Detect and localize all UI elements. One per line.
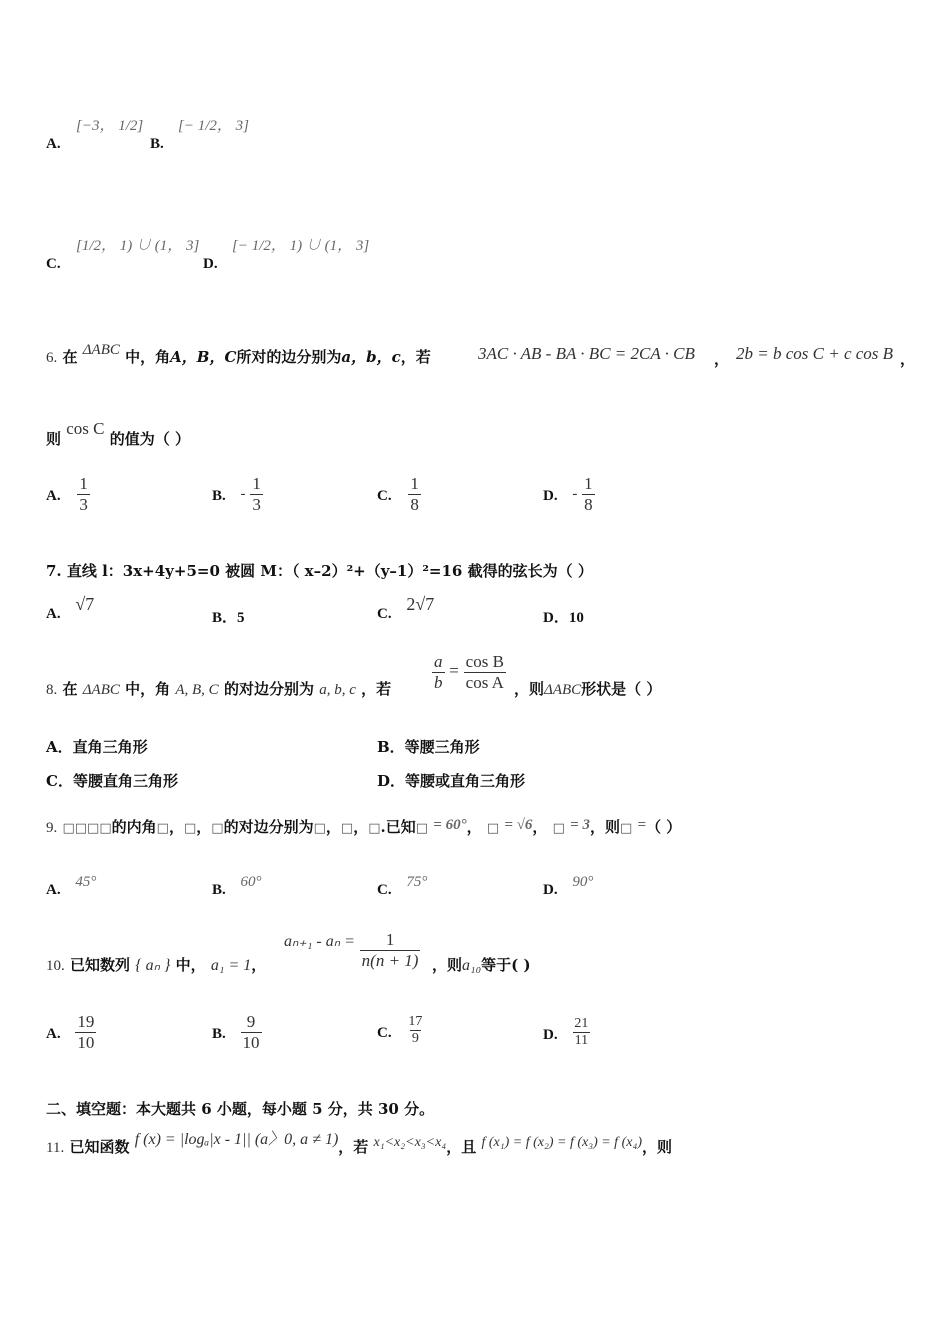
q9-option-d: D. 90° xyxy=(543,874,594,898)
q10-recurrence: aₙ₊₁ - aₙ = $\frac{1}{n(n + 1)}$ xyxy=(284,930,419,970)
q10-option-b: B. $\frac{9}{10}$ xyxy=(212,1012,260,1052)
section-2-title: 二、填空题：本大题共 6 小题，每小题 5 分，共 30 分。 xyxy=(46,1100,435,1118)
missing-glyph-icon: □ xyxy=(619,821,633,836)
q10-option-c: C. $\frac{17}{9}$ xyxy=(377,1014,423,1047)
question-9: 9. □□□□的内角□，□，□的对边分别为□，□，□.已知□ = 60°， □ = √6， □ = 3，则□ =（ ） xyxy=(46,817,682,836)
q10-option-a: A. $\frac{19}{10}$ xyxy=(46,1012,95,1052)
q5-option-d-label: D. xyxy=(203,256,218,272)
missing-glyph-icon: □ xyxy=(368,821,381,836)
q7-option-a: A. √7 xyxy=(46,594,95,622)
q6-option-c: C. $\frac{1}{8}$ xyxy=(377,474,419,514)
missing-glyph-icon: □ xyxy=(486,821,500,836)
q8-option-c: C．等腰直角三角形 xyxy=(46,772,178,790)
missing-glyph-icon: □ xyxy=(415,821,429,836)
q10-option-d: D. $\frac{21}{11}$ xyxy=(543,1016,589,1049)
q8-option-a: A．直角三角形 xyxy=(46,738,148,756)
q8-option-d: D．等腰或直角三角形 xyxy=(377,772,526,790)
q6-option-d: D. - $\frac{1}{8}$ xyxy=(543,474,593,514)
missing-glyph-icon: □ xyxy=(313,821,326,836)
q7-option-c: C. 2√7 xyxy=(377,594,435,622)
question-6-line-1: 6. 在 ΔABC 中，角A，B，C所对的边分别为a，b，c，若 xyxy=(46,342,431,366)
q6-condition: 2b = b cos C + c cos B xyxy=(736,344,894,363)
q9-option-a: A. 45° xyxy=(46,874,97,898)
question-11: 11. 已知函数 f (x) = |logₐ|x - 1|| (a〉0, a ≠ 1)，若 x₁<x₂<x₃<x₄，且 f (x₁) = f (x₂) = f (x₃) = f (x₄)，则 xyxy=(46,1131,672,1156)
q6-option-a: A. $\frac{1}{3}$ xyxy=(46,474,88,514)
q5-option-c-value: [1/2， 1) ∪ (1， 3] xyxy=(76,238,200,254)
missing-glyph-icon: □ xyxy=(156,821,169,836)
missing-glyph-icon: □ xyxy=(211,821,224,836)
missing-glyph-icon: □□□□ xyxy=(62,821,112,836)
q7-option-b: B．5 xyxy=(212,610,245,626)
q5-option-b-label: B. xyxy=(150,136,164,152)
missing-glyph-icon: □ xyxy=(340,821,354,836)
question-6-line-2: 则 cos C 的值为（ ） xyxy=(46,419,190,448)
q5-option-d-value: [− 1/2， 1) ∪ (1， 3] xyxy=(232,238,370,254)
q8-fraction-equation: $\frac{a}{b}$ = $\frac{\text{cos B}}{\text{cos A}}$ xyxy=(434,652,504,692)
q9-option-c: C. 75° xyxy=(377,874,428,898)
q6-option-b: B. - $\frac{1}{3}$ xyxy=(212,474,261,514)
triangle-abc: ΔABC xyxy=(82,342,120,358)
q9-option-b: B. 60° xyxy=(212,874,262,898)
q5-option-a-value: [−3， 1/2] xyxy=(76,118,144,134)
question-7: 7. 直线 l：3x+4y+5=0 被圆 M：（ x–2）²+（y–1）²=16 截得的弦长为（ ） xyxy=(46,562,593,580)
q5-option-b-value: [− 1/2， 3] xyxy=(178,118,249,134)
question-8: 8. 在 ΔABC 中，角 A, B, C 的对边分别为 a, b, c ，若 xyxy=(46,680,392,698)
q5-option-c-label: C. xyxy=(46,256,61,272)
q5-option-a-label: A. xyxy=(46,136,61,152)
missing-glyph-icon: □ xyxy=(183,821,197,836)
q6-vector-equation: 3AC · AB - BA · BC = 2CA · CB xyxy=(478,344,695,363)
missing-glyph-icon: □ xyxy=(552,821,565,836)
q7-option-d: D．10 xyxy=(543,610,584,626)
question-10: 10. 已知数列 { aₙ } 中， a₁ = 1， xyxy=(46,956,267,974)
cos-c: cos C xyxy=(66,419,105,438)
q8-option-b: B．等腰三角形 xyxy=(377,738,480,756)
